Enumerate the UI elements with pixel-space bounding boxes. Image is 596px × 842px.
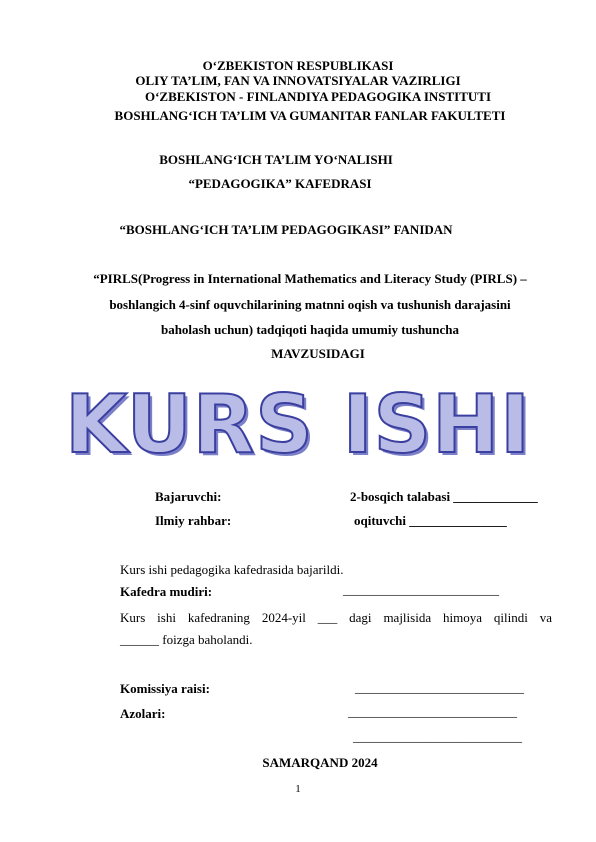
chair-signature-line: __________________________ xyxy=(355,680,524,695)
topic-line-4: MAVZUSIDAGI xyxy=(271,346,365,361)
topic-line-1: “PIRLS(Progress in International Mathematics and Literacy Study (PIRLS) – xyxy=(93,271,527,286)
kurs-ishi-title-art: KURS ISHI xyxy=(65,378,531,471)
defense-line-2: ______ foizga baholandi. xyxy=(120,632,253,647)
header-line-1: O‘ZBEKISTON RESPUBLIKASI xyxy=(202,58,394,73)
members-label: Azolari: xyxy=(120,706,166,721)
topic-line-3: baholash uchun) tadqiqoti haqida umumiy tushuncha xyxy=(160,322,460,337)
department-line-1: BOSHLANG‘ICH TA’LIM YO‘NALISHI xyxy=(159,152,393,167)
head-label: Kafedra mudiri: xyxy=(120,584,213,599)
header-line-4: BOSHLANG‘ICH TA’LIM VA GUMANITAR FANLAR FAKULTETI xyxy=(114,108,506,123)
topic-line-2: boshlangich 4-sinf oquvchilarining matnni oqish va tushunish darajasini xyxy=(109,297,511,312)
performer-value: 2-bosqich talabasi _____________ xyxy=(350,489,538,504)
members-signature-line-1: __________________________ xyxy=(348,704,517,719)
chair-label: Komissiya raisi: xyxy=(120,681,210,696)
department-line-2: “PEDAGOGIKA” KAFEDRASI xyxy=(188,176,372,191)
performer-label: Bajaruvchi: xyxy=(155,489,222,504)
advisor-label: Ilmiy rahbar: xyxy=(155,513,232,528)
members-signature-line-2: __________________________ xyxy=(353,729,522,744)
city-year: SAMARQAND 2024 xyxy=(262,755,378,770)
header-line-2: OLIY TA’LIM, FAN VA INNOVATSIYALAR VAZIRLIGI xyxy=(135,73,461,88)
subject-title: “BOSHLANG‘ICH TA’LIM PEDAGOGIKASI” FANIDAN xyxy=(119,222,453,237)
head-signature-line: ________________________ xyxy=(343,582,499,597)
header-line-3: O‘ZBEKISTON - FINLANDIYA PEDAGOGIKA INSTITUTI xyxy=(144,89,492,104)
done-text: Kurs ishi pedagogika kafedrasida bajarildi. xyxy=(120,562,344,577)
page-number: 1 xyxy=(295,783,301,795)
defense-line-1: Kurs ishi kafedraning 2024-yil ___ dagi majlisida himoya qilindi va xyxy=(120,610,552,625)
advisor-value: oqituvchi _______________ xyxy=(354,513,507,528)
